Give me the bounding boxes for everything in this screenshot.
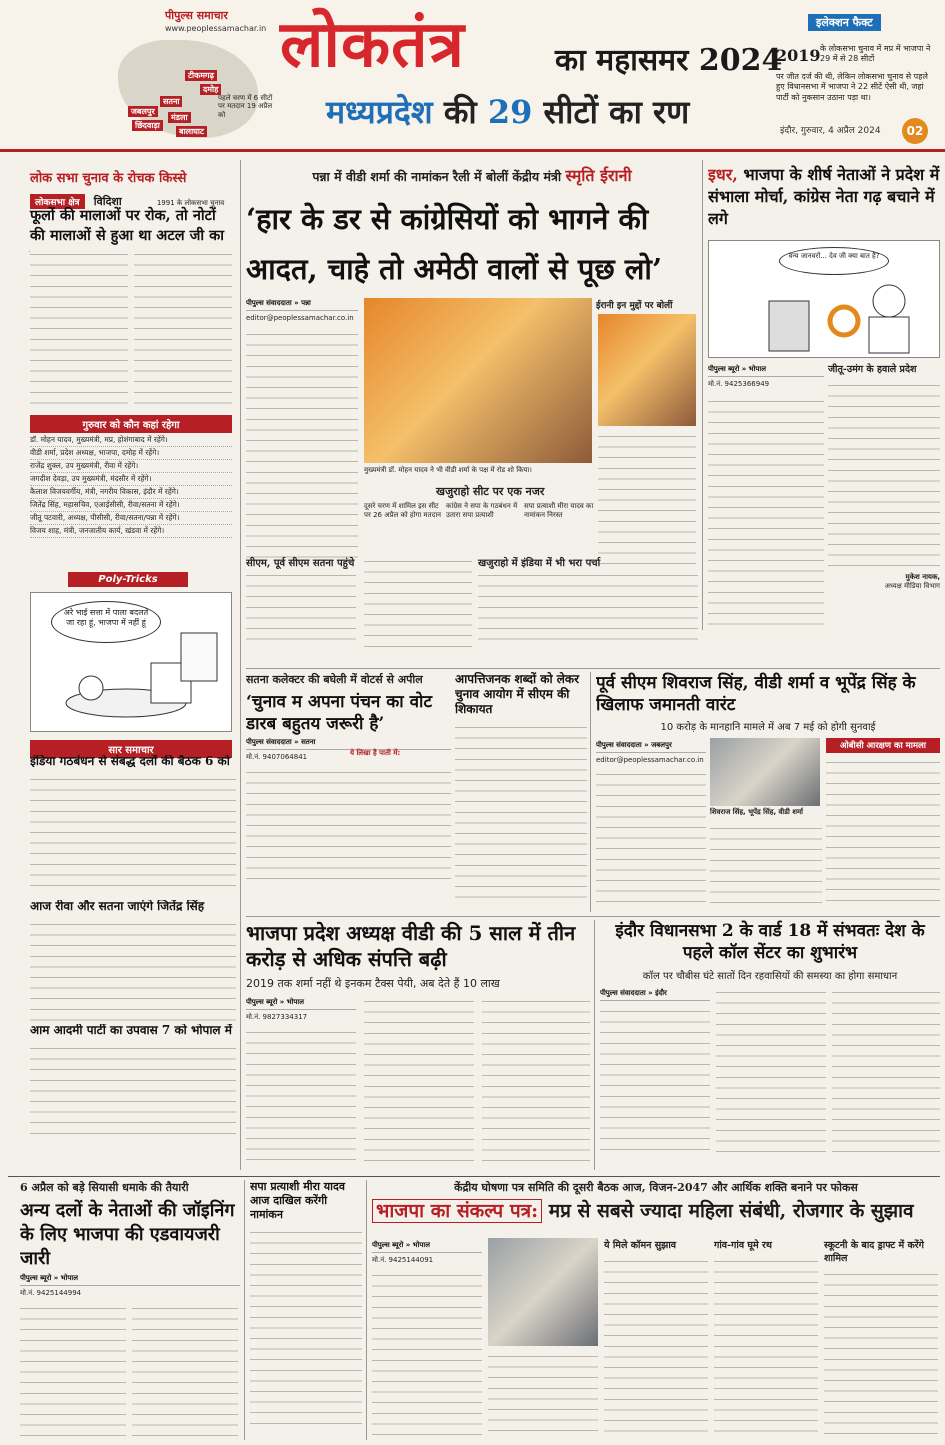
strip-num: 29 bbox=[487, 93, 533, 131]
gaon-head: गांव-गांव घूमे रथ bbox=[714, 1240, 772, 1251]
masthead-strip bbox=[326, 92, 689, 132]
fact-item: सपा प्रत्याशी मीरा यादव का नामांकन निरस्त bbox=[524, 502, 594, 519]
sidebar-note: 1991 के लोकसभा चुनाव bbox=[156, 199, 225, 207]
map-label: सतना bbox=[160, 96, 182, 107]
april6-byline: पीपुल्स ब्यूरो » भोपाल bbox=[20, 1274, 240, 1286]
top-right-story bbox=[708, 160, 940, 630]
sp-story bbox=[250, 1180, 362, 1440]
masthead-subtitle: का महासमर 2024 bbox=[555, 43, 783, 78]
lead-headline: ‘हार के डर से कांग्रेसियों को भागने की आदत, चाहे तो अमेठी वालों से पूछ लो’ bbox=[246, 202, 663, 286]
lead-photo bbox=[364, 298, 592, 463]
cartoon-figure-icon bbox=[31, 593, 233, 733]
complaint-headline: आपत्तिजनक शब्दों को लेकर चुनाव आयोग में सीएम की शिकायत bbox=[455, 672, 580, 716]
vd-assets-sub: 2019 तक शर्मा नहीं थे इनकम टैक्स पेयी, अब देते हैं 10 लाख bbox=[246, 977, 500, 990]
masthead-title: लोकतंत्र bbox=[280, 7, 465, 82]
brief-news-3-headline: आम आदमी पार्टी का उपवास 7 को भोपाल में bbox=[30, 1024, 232, 1037]
lead-kicker: पन्ना में वीडी शर्मा की नामांकन रैली में बोलीं केंद्रीय मंत्री स्मृति ईरानी bbox=[312, 166, 632, 185]
manifesto-photo bbox=[488, 1238, 598, 1346]
strip-tail: सीटों का रण bbox=[543, 93, 690, 131]
brief-news-2 bbox=[30, 900, 236, 1040]
cartoon-bubble: अरे भाई सत्ता में पाला बदलते जा रहा हूं, भाजपा में नहीं हूं bbox=[51, 601, 161, 643]
top-right-headline: इधर, भाजपा के शीर्ष नेताओं ने प्रदेश में संभाला मोर्चा, कांग्रेस नेता गढ़ बचाने में लगे bbox=[708, 165, 940, 228]
poly-tricks-cartoon bbox=[30, 592, 232, 732]
lead-email[interactable]: editor@peoplessamachar.co.in bbox=[246, 314, 354, 322]
april6-headline: अन्य दलों के नेताओं की जॉइनिंग के लिए भाजपा की एडवायजरी जारी bbox=[20, 1200, 235, 1269]
election-fact-year: 2019 bbox=[776, 46, 821, 65]
warrant-sub: 10 करोड़ के मानहानि मामले में अब 7 मई को होगी सुनवाई bbox=[660, 722, 876, 733]
vd-assets-phone: मो.नं. 9827334317 bbox=[246, 1013, 308, 1021]
april6-story bbox=[20, 1180, 240, 1440]
poly-tricks-band: Poly-Tricks bbox=[68, 572, 188, 587]
sidebar-headline: फूलों की मालाओं पर रोक, तो नोटों की मालाओं से हुआ था अटल जी का bbox=[30, 207, 225, 244]
map-label: टीकमगढ़ bbox=[185, 70, 217, 81]
cartoon-figure-icon bbox=[709, 241, 940, 359]
sidebar-place: विदिशा bbox=[93, 195, 122, 208]
sidebar-title: लोक सभा चुनाव के रोचक किस्से bbox=[30, 171, 187, 186]
schedule-item: जितेंद्र सिंह, महासचिव, एआईसीसी, रीवा/सतना में रहेंगे। bbox=[30, 499, 232, 512]
strip-state: मध्यप्रदेश bbox=[326, 93, 433, 131]
khajuraho-head: खजुराहो सीट पर एक नजर bbox=[436, 485, 545, 498]
masthead bbox=[0, 0, 945, 152]
dateline: इंदौर, गुरुवार, 4 अप्रैल 2024 bbox=[780, 126, 881, 136]
manifesto-story bbox=[372, 1180, 940, 1440]
map-label: बालाघाट bbox=[176, 126, 207, 137]
lead-story bbox=[246, 160, 698, 580]
brief-news-2-headline: आज रीवा और सतना जाएंगे जितेंद्र सिंह bbox=[30, 900, 205, 913]
sidebar-tag: लोकसभा क्षेत्र bbox=[30, 194, 85, 209]
schedule-item: डॉ. मोहन यादव, मुख्यमंत्री, मप्र, होशंगाबाद में रहेंगे। bbox=[30, 434, 232, 447]
map-label: मंडला bbox=[168, 112, 191, 123]
indore-headline: इंदौर विधानसभा 2 के वार्ड 18 में संभवतः देश के पहले कॉल सेंटर का शुभारंभ bbox=[615, 921, 925, 963]
lead-byline: पीपुल्स संवाददाता » पन्ना bbox=[246, 299, 358, 311]
ye-mile-head: ये मिले कॉमन सुझाव bbox=[604, 1240, 677, 1251]
schedule-item: वीडी शर्मा, प्रदेश अध्यक्ष, भाजपा, दमोह में रहेंगे। bbox=[30, 447, 232, 460]
schedule-item: विजय शाह, मंत्री, जनजातीय कार्य, खंडवा में रहेंगे। bbox=[30, 525, 232, 538]
warrant-headline: पूर्व सीएम शिवराज सिंह, वीडी शर्मा व भूपेंद्र सिंह के खिलाफ जमानती वारंट bbox=[596, 673, 916, 715]
schedule-list bbox=[30, 434, 232, 538]
brand-name: पीपुल्स समाचार bbox=[165, 9, 228, 22]
strip-rest: की bbox=[443, 93, 477, 131]
indore-sub: कॉल पर चौबीस घंटे सातों दिन रहवासियों की समस्या का होगा समाधान bbox=[642, 971, 898, 982]
irani-photo bbox=[598, 314, 696, 426]
satna-headline: ‘चुनाव म अपना पंचन का वोट डारब बहुतय जरूरी है’ bbox=[246, 692, 433, 734]
sidebar-body-left bbox=[30, 248, 128, 408]
warrant-email[interactable]: editor@peoplessamachar.co.in bbox=[596, 756, 704, 764]
side-head: जीतू-उमंग के हवाले प्रदेश bbox=[828, 364, 917, 375]
schedule-item: जगदीश देवड़ा, उप मुख्यमंत्री, मंदसौर में रहेंगे। bbox=[30, 473, 232, 486]
brief-news-3 bbox=[30, 1024, 236, 1164]
map-label: छिंदवाड़ा bbox=[132, 120, 163, 131]
saar-band: सार समाचार bbox=[30, 740, 232, 758]
top-right-phone: मो.नं. 9425366949 bbox=[708, 380, 770, 388]
manifesto-kicker: केंद्रीय घोषणा पत्र समिति की दूसरी बैठक आज, विजन-2047 और आर्थिक शक्ति बनाने पर फोकस bbox=[454, 1181, 858, 1194]
warrant-photo-caption: शिवराज सिंह, भूपेंद्र सिंह, वीडी शर्मा bbox=[710, 808, 803, 816]
map-note: पहले चरण में 6 सीटों पर मतदान 19 अप्रैल को bbox=[218, 94, 273, 119]
manifesto-tag: भाजपा का संकल्प पत्र: bbox=[372, 1199, 542, 1223]
indore-story bbox=[600, 920, 940, 1170]
brief-news-1-headline: इंडिया गठबंधन से संबद्ध दलों की बैठक 6 को bbox=[30, 755, 230, 768]
april6-kicker: 6 अप्रैल को बड़े सियासी धमाके की तैयारी bbox=[20, 1181, 189, 1194]
scooty-head: स्कूटनी के बाद ड्राफ्ट में करेंगे शामिल bbox=[824, 1240, 925, 1264]
election-fact-text-2: पर जीत दर्ज की थी, लेकिन लोकसभा चुनाव से पहले हुए विधानसभा में भाजपा ने 22 सीटें ऐसी थी, जहां पार्टी को नुकसान उठाना पड़ा था। bbox=[776, 72, 928, 102]
map-label: जबलपुर bbox=[128, 106, 158, 117]
schedule-item: राजेंद्र शुक्ल, उप मुख्यमंत्री, रीवा में रहेंगे। bbox=[30, 460, 232, 473]
cartoon-bubble: वन्य जानवरों... देव जी क्या बात है? bbox=[779, 247, 889, 275]
fact-item: दूसरे चरण में शामिल इस सीट पर 26 अप्रैल को होगा मतदान bbox=[364, 502, 442, 519]
signoff-role: अध्यक्ष मीडिया विभाग bbox=[884, 582, 940, 590]
manifesto-phone: मो.नं. 9425144091 bbox=[372, 1256, 434, 1264]
satna-quote-lead: ये लिखा है पाती में: bbox=[350, 749, 401, 757]
vd-assets-headline: भाजपा प्रदेश अध्यक्ष वीडी की 5 साल में तीन करोड़ से अधिक संपत्ति बढ़ी bbox=[246, 921, 576, 971]
manifesto-headline: भाजपा का संकल्प पत्र: मप्र से सबसे ज्यादा महिला संबंधी, रोजगार के सुझाव bbox=[372, 1199, 940, 1223]
vd-assets-byline: पीपुल्स ब्यूरो » भोपाल bbox=[246, 998, 356, 1010]
sp-headline: सपा प्रत्याशी मीरा यादव आज दाखिल करेंगी नामांकन bbox=[250, 1180, 345, 1221]
manifesto-byline: पीपुल्स ब्यूरो » भोपाल bbox=[372, 1241, 482, 1253]
sub2-head: खजुराहो में इंडिया में भी भरा पर्चा bbox=[478, 558, 601, 569]
top-right-cartoon bbox=[708, 240, 940, 358]
fact-item: कांग्रेस ने सपा के गठबंधन में उतारा सपा प्रत्याशी bbox=[446, 502, 518, 519]
indore-byline: पीपुल्स संवाददाता » इंदौर bbox=[600, 989, 710, 1001]
sub1-head: सीएम, पूर्व सीएम सतना पहुंचे bbox=[246, 558, 355, 569]
satna-story bbox=[246, 672, 451, 912]
brand-url[interactable]: www.peoplessamachar.in bbox=[165, 24, 267, 33]
schedule-item: जीतू पटवारी, अध्यक्ष, पीसीसी, रीवा/सतना/पन्ना में रहेंगे। bbox=[30, 512, 232, 525]
top-right-byline: पीपुल्स ब्यूरो » भोपाल bbox=[708, 365, 824, 377]
warrant-story bbox=[596, 672, 940, 912]
lead-kicker-name: स्मृति ईरानी bbox=[565, 166, 632, 185]
schedule-item: कैलाश विजयवर्गीय, मंत्री, नगरीय विकास, इंदौर में रहेंगे। bbox=[30, 486, 232, 499]
satna-kicker: सतना कलेक्टर की बघेली में वोटर्स से अपील bbox=[246, 673, 423, 686]
lead-photo-caption: मुख्यमंत्री डॉ. मोहन यादव ने भी वीडी शर्मा के पक्ष में रोड शो किया। bbox=[364, 466, 532, 474]
signoff-name: मुकेश नायक, bbox=[905, 573, 940, 581]
irani-caption: ईरानी इन मुद्दों पर बोलीं bbox=[596, 301, 673, 311]
vd-assets-story bbox=[246, 920, 590, 1170]
election-fact-text: के लोकसभा चुनाव में मप्र में भाजपा ने 29 में से 28 सीटों bbox=[820, 44, 931, 64]
april6-phone: मो.नं. 9425144994 bbox=[20, 1289, 82, 1297]
schedule-band: गुरुवार को कौन कहां रहेगा bbox=[30, 415, 232, 433]
satna-byline: पीपुल्स संवाददाता » सतना bbox=[246, 738, 451, 750]
map-label: दमोह bbox=[200, 84, 221, 95]
page-number: 02 bbox=[902, 118, 928, 144]
lead-subsections bbox=[246, 555, 698, 665]
warrant-photo bbox=[710, 738, 820, 806]
complaint-story bbox=[455, 672, 587, 912]
election-fact-tag: इलेक्शन फैक्ट bbox=[808, 14, 881, 31]
obc-band: ओबीसी आरक्षण का मामला bbox=[826, 738, 940, 753]
warrant-byline: पीपुल्स संवाददाता » जबलपुर bbox=[596, 741, 706, 753]
sidebar-body-right bbox=[134, 248, 232, 408]
satna-phone: मो.नं. 9407064841 bbox=[246, 753, 308, 761]
